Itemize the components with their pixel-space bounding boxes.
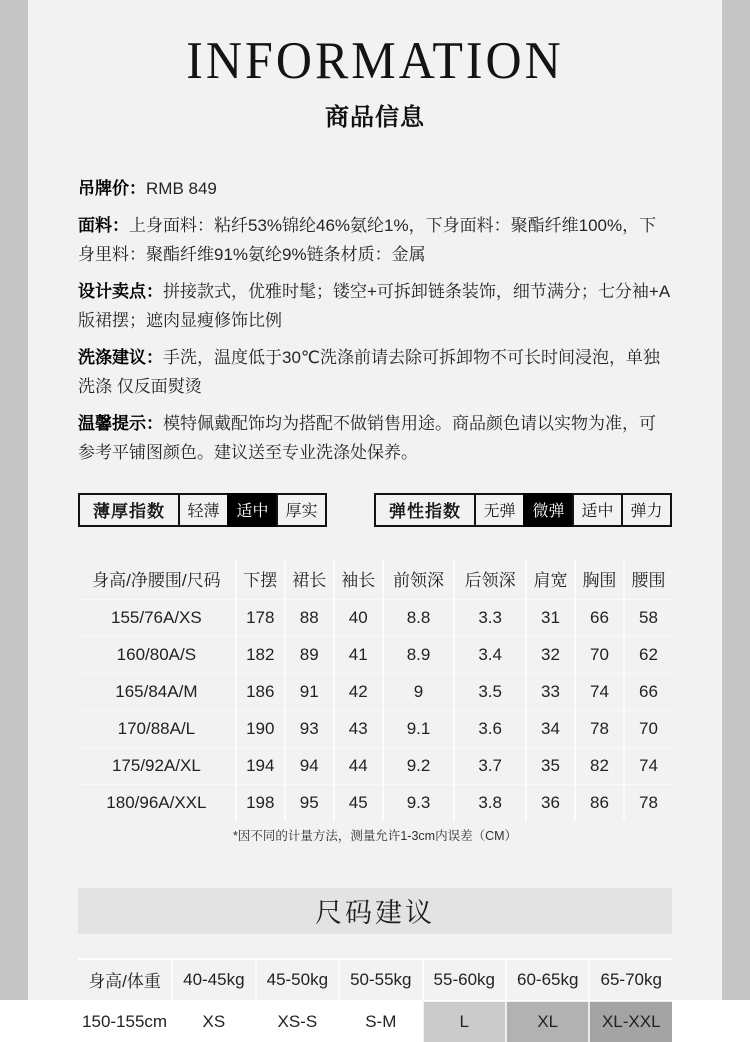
table-cell: 70 — [624, 710, 672, 747]
table-header-row — [78, 559, 672, 600]
table-cell: 9.1 — [383, 710, 455, 747]
indicator-option: 无弹 — [474, 493, 525, 527]
column-header: 身高/体重 — [78, 959, 172, 1001]
info-item — [78, 211, 672, 269]
table-cell: S-M — [339, 1001, 422, 1042]
info-text: 模特佩戴配饰均为搭配不做销售用途。商品颜色请以实物为准，可参考平铺图颜色。建议送至专业洗涤处保养。 — [78, 413, 656, 462]
table-cell: 150-155cm — [82, 1011, 168, 1031]
table-cell: 190 — [236, 710, 285, 747]
table-cell: 58 — [624, 599, 672, 636]
column-header: 后领深 — [454, 559, 526, 600]
table-cell: 36 — [526, 784, 575, 821]
table-cell: 93 — [285, 710, 334, 747]
table-cell: 42 — [334, 673, 383, 710]
table-cell: 182 — [236, 636, 285, 673]
info-label: 吊牌价： — [78, 178, 146, 198]
column-header: 腰围 — [624, 559, 672, 600]
info-item — [78, 174, 672, 203]
table-cell: 89 — [285, 636, 334, 673]
table-cell: 74 — [624, 747, 672, 784]
table-cell: 95 — [285, 784, 334, 821]
right-margin-band — [722, 0, 750, 1000]
table-cell: 170/88A/L — [78, 710, 236, 747]
table-cell: XL-XXL — [589, 1001, 672, 1042]
table-row — [78, 710, 672, 747]
indicator-row — [78, 493, 672, 527]
column-header: 胸围 — [575, 559, 624, 600]
table-cell: 165/84A/M — [78, 673, 236, 710]
table-cell: 175/92A/XL — [78, 747, 236, 784]
indicator-option: 弹力 — [621, 493, 672, 527]
table-cell: 180/96A/XXL — [78, 784, 236, 821]
table-cell: L — [423, 1001, 506, 1042]
page-header — [78, 30, 672, 132]
indicator-option: 轻薄 — [178, 493, 229, 527]
indicator-label: 弹性指数 — [374, 493, 476, 527]
info-list — [78, 174, 672, 467]
table-cell: 33 — [526, 673, 575, 710]
indicator-group — [78, 493, 327, 527]
table-cell: 194 — [236, 747, 285, 784]
info-text: 手洗，温度低于30℃洗涤前请去除可拆卸物不可长时间浸泡，单独洗涤 仅反面熨烫 — [78, 347, 660, 396]
table-cell: 82 — [575, 747, 624, 784]
table-row — [78, 784, 672, 821]
indicator-option-active: 适中 — [227, 493, 278, 527]
table-cell: 94 — [285, 747, 334, 784]
table-cell: 44 — [334, 747, 383, 784]
table-row — [78, 599, 672, 636]
table-cell: 35 — [526, 747, 575, 784]
left-margin-band — [0, 0, 28, 1000]
table-cell: 62 — [624, 636, 672, 673]
table-row — [78, 636, 672, 673]
table-header-row — [78, 959, 672, 1001]
table-cell: 3.8 — [454, 784, 526, 821]
indicator-option: 适中 — [572, 493, 623, 527]
table-cell: 86 — [575, 784, 624, 821]
table-row — [78, 747, 672, 784]
table-cell: 78 — [575, 710, 624, 747]
table-cell: 43 — [334, 710, 383, 747]
table-cell: 9.3 — [383, 784, 455, 821]
table-cell: 32 — [526, 636, 575, 673]
size-advice-banner: 尺码建议 — [78, 888, 672, 934]
table-cell: XS-S — [256, 1001, 339, 1042]
table-cell: 3.5 — [454, 673, 526, 710]
indicator-option-active: 微弹 — [523, 493, 574, 527]
column-header: 袖长 — [334, 559, 383, 600]
table-cell: 186 — [236, 673, 285, 710]
table-cell: 88 — [285, 599, 334, 636]
size-table-head — [78, 559, 672, 600]
table-cell: 3.3 — [454, 599, 526, 636]
size-advice-table — [78, 958, 672, 1042]
table-cell: 74 — [575, 673, 624, 710]
table-cell: 3.4 — [454, 636, 526, 673]
column-header: 下摆 — [236, 559, 285, 600]
info-text: 上身面料：粘纤53%锦纶46%氨纶1%，下身面料：聚酯纤维100%，下身里料：聚酯纤维91%氨纶9%链条材质：金属 — [78, 215, 657, 264]
table-cell: 9 — [383, 673, 455, 710]
table-row — [78, 673, 672, 710]
table-cell: 8.9 — [383, 636, 455, 673]
indicator-label: 薄厚指数 — [78, 493, 180, 527]
product-info-page — [28, 0, 722, 1031]
info-label: 设计卖点： — [78, 281, 163, 301]
info-item — [78, 277, 672, 335]
table-cell: 178 — [236, 599, 285, 636]
table-cell: 91 — [285, 673, 334, 710]
table-cell: 45 — [334, 784, 383, 821]
column-header: 40-45kg — [172, 959, 255, 1001]
page-title-en: INFORMATION — [186, 30, 564, 90]
table-cell: 70 — [575, 636, 624, 673]
table-cell: XL — [506, 1001, 589, 1042]
column-header: 50-55kg — [339, 959, 422, 1001]
info-item — [78, 409, 672, 467]
table-cell: 3.7 — [454, 747, 526, 784]
size-table-body — [78, 599, 672, 821]
size-advice-table-body — [78, 1001, 672, 1042]
table-cell: 8.8 — [383, 599, 455, 636]
column-header: 身高/净腰围/尺码 — [92, 571, 221, 590]
column-header: 60-65kg — [506, 959, 589, 1001]
info-item — [78, 343, 672, 401]
table-cell: 78 — [624, 784, 672, 821]
size-advice-table-head — [78, 959, 672, 1001]
info-label: 洗涤建议： — [78, 347, 163, 367]
table-cell: 3.6 — [454, 710, 526, 747]
column-header: 肩宽 — [526, 559, 575, 600]
table-cell: 9.2 — [383, 747, 455, 784]
info-label: 面料： — [78, 215, 129, 235]
size-table-note: *因不同的计量方法，测量允许1-3cm内误差（CM） — [232, 828, 518, 843]
indicator-group — [374, 493, 672, 527]
table-cell: 34 — [526, 710, 575, 747]
column-header: 前领深 — [383, 559, 455, 600]
info-text: 拼接款式，优雅时髦；镂空+可拆卸链条装饰，细节满分；七分袖+A版裙摆；遮肉显瘦修饰比例 — [78, 281, 671, 330]
info-label: 温馨提示： — [78, 413, 163, 433]
column-header: 45-50kg — [256, 959, 339, 1001]
table-cell: 66 — [624, 673, 672, 710]
page-title-zh: 商品信息 — [325, 103, 425, 131]
table-cell: XS — [172, 1001, 255, 1042]
table-cell: 66 — [575, 599, 624, 636]
table-cell: 41 — [334, 636, 383, 673]
table-cell: 31 — [526, 599, 575, 636]
column-header: 65-70kg — [589, 959, 672, 1001]
table-cell: 198 — [236, 784, 285, 821]
table-cell: 40 — [334, 599, 383, 636]
column-header: 55-60kg — [423, 959, 506, 1001]
size-table — [78, 559, 672, 821]
indicator-option: 厚实 — [276, 493, 327, 527]
table-cell: 155/76A/XS — [78, 599, 236, 636]
column-header: 裙长 — [285, 559, 334, 600]
info-text: RMB 849 — [146, 178, 217, 198]
table-cell: 160/80A/S — [78, 636, 236, 673]
table-row — [78, 1001, 672, 1042]
